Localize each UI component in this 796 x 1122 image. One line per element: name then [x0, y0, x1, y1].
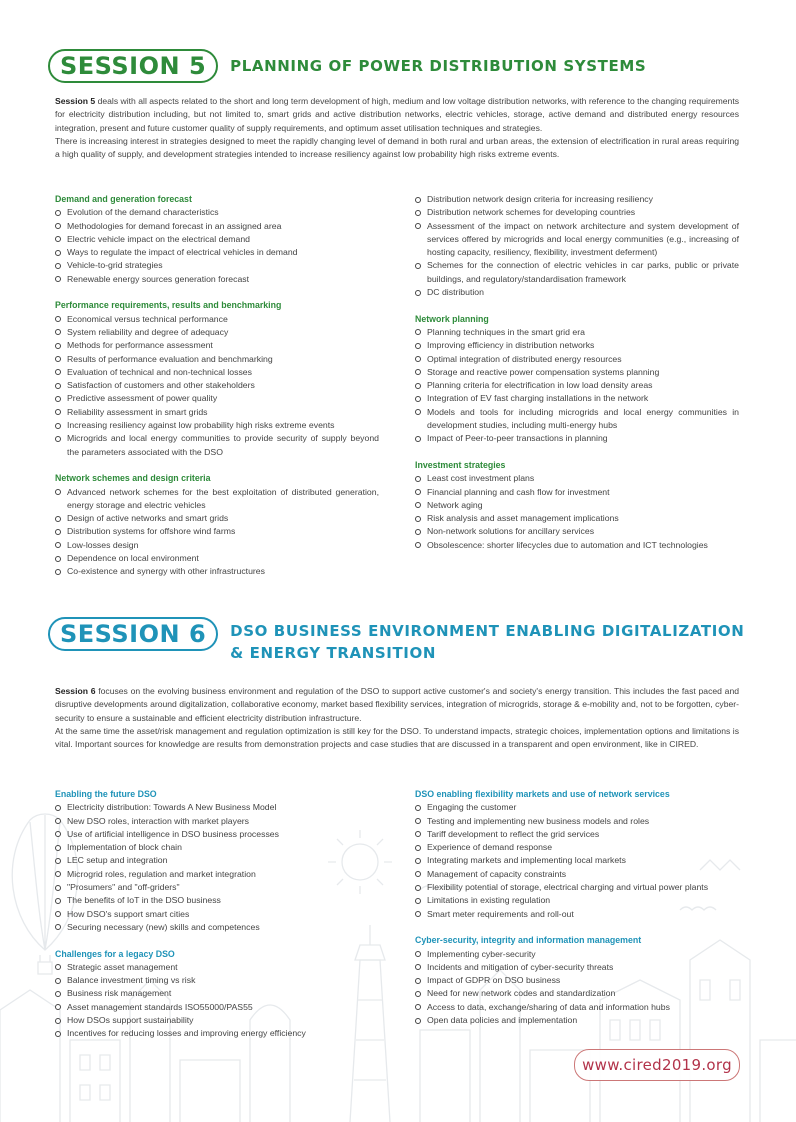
topic-item-text: Assessment of the impact on network architecture and system development of services offered by microgrids and local energy communities (e.g., increasing of hosting capacity, resiliency, flexibility, investment deferment) [427, 220, 739, 258]
topic-item-text: Ways to regulate the impact of electrical vehicles in demand [67, 247, 298, 258]
topic-item-text: Use of artificial intelligence in DSO business processes [67, 828, 279, 839]
topic-item [415, 908, 739, 921]
topic-group [415, 934, 739, 1027]
topic-item-text: Co-existence and synergy with other infrastructures [67, 566, 265, 577]
bullet-circle-icon [415, 369, 421, 375]
topic-item [415, 472, 739, 485]
topic-item [55, 206, 379, 219]
topic-item-text: Distribution network design criteria for increasing resiliency [427, 194, 653, 204]
topic-item [415, 432, 739, 445]
topic-item [55, 987, 379, 1000]
topic-item-text: Need for new network codes and standardization [427, 988, 616, 999]
topic-item [415, 854, 739, 867]
topic-item [55, 815, 379, 828]
topic-item-text: Non-network solutions for ancillary services [427, 526, 595, 537]
session6-right-column [415, 788, 739, 1041]
bullet-circle-icon [415, 502, 421, 508]
bullet-circle-icon [55, 805, 61, 811]
topic-item-text: System reliability and degree of adequacy [67, 326, 229, 337]
topic-group [415, 313, 739, 446]
bullet-circle-icon [55, 845, 61, 851]
topic-item [415, 1014, 739, 1027]
session5-right-column [415, 193, 739, 565]
topic-item [55, 419, 379, 432]
session5-header [48, 49, 646, 83]
session6-badge: SESSION 6 [48, 617, 218, 651]
topic-item-text: Reliability assessment in smart grids [67, 406, 208, 417]
session5-intro-lead: Session 5 [55, 96, 96, 106]
topic-item [55, 525, 379, 538]
bullet-circle-icon [55, 423, 61, 429]
topic-group [55, 788, 379, 934]
bullet-circle-icon [415, 818, 421, 824]
topic-item [55, 233, 379, 246]
bullet-circle-icon [55, 569, 61, 575]
session6-intro-p2: At the same time the asset/risk management and regulation optimization is still key for the DSO. To understand impacts, strategic choices, implementation options and limitations is vital. Important sources for knowledge are results from demonstration projects and case studies that are discussed in a transparent and open environment, like in CIRED. [55, 725, 739, 750]
bullet-circle-icon [415, 343, 421, 349]
topic-list [55, 961, 379, 1041]
bullet-circle-icon [55, 369, 61, 375]
topic-item-text: Optimal integration of distributed energy resources [427, 353, 622, 364]
topic-group [55, 193, 379, 286]
bullet-circle-icon [55, 250, 61, 256]
topic-item-text: Renewable energy sources generation forecast [67, 273, 250, 284]
topic-item [415, 881, 739, 894]
topic-item [55, 801, 379, 814]
topic-item [415, 193, 739, 206]
bullet-circle-icon [415, 898, 421, 904]
topic-item-text: Distribution systems for offshore wind farms [67, 526, 236, 537]
topic-item [55, 486, 379, 513]
topic-item [55, 366, 379, 379]
topic-item [55, 552, 379, 565]
topic-item-text: Securing necessary (new) skills and competences [67, 921, 260, 932]
topic-item-text: Predictive assessment of power quality [67, 393, 218, 404]
topic-item [415, 801, 739, 814]
topic-item [55, 379, 379, 392]
topic-item-text: Incidents and mitigation of cyber-security threats [427, 961, 614, 972]
topic-item-text: DC distribution [427, 287, 484, 298]
topic-item [415, 392, 739, 405]
topic-item [55, 326, 379, 339]
bullet-circle-icon [415, 290, 421, 296]
bullet-circle-icon [415, 329, 421, 335]
bullet-circle-icon [55, 516, 61, 522]
topic-item [55, 1001, 379, 1014]
session5-intro-p1 [55, 95, 739, 135]
topic-item-text: Dependence on local environment [67, 553, 199, 564]
topic-group-title: Cyber-security, integrity and information management [415, 935, 642, 946]
topic-item [415, 339, 739, 352]
topic-item-text: Increasing resiliency against low probability high risks extreme events [67, 420, 335, 431]
topic-item-text: Business risk management [67, 988, 172, 999]
topic-item [55, 961, 379, 974]
topic-item-text: Results of performance evaluation and benchmarking [67, 353, 273, 364]
topic-item [55, 273, 379, 286]
topic-item-text: Evaluation of technical and non-technical losses [67, 366, 252, 377]
bullet-circle-icon [55, 263, 61, 269]
topic-item [415, 868, 739, 881]
bullet-circle-icon [55, 236, 61, 242]
topic-item [55, 406, 379, 419]
topic-item [55, 353, 379, 366]
bullet-circle-icon [415, 871, 421, 877]
bullet-circle-icon [55, 991, 61, 997]
topic-item [55, 841, 379, 854]
bullet-circle-icon [415, 197, 421, 203]
topic-item [55, 828, 379, 841]
bullet-circle-icon [55, 898, 61, 904]
topic-list [55, 206, 379, 286]
topic-group-title: Network planning [415, 313, 489, 324]
topic-item [55, 313, 379, 326]
website-link[interactable]: www.cired2019.org [574, 1049, 740, 1081]
bullet-circle-icon [55, 436, 61, 442]
bullet-circle-icon [55, 818, 61, 824]
topic-item-text: Methods for performance assessment [67, 340, 213, 351]
topic-group-title: DSO enabling flexibility markets and use of network services [415, 789, 670, 799]
topic-item-text: Models and tools for including microgrids and local energy communities in development studies, including multi-energy hubs [427, 406, 739, 431]
topic-item-text: Planning techniques in the smart grid era [427, 326, 585, 337]
topic-item-text: Limitations in existing regulation [427, 895, 551, 906]
session5-intro-p2: There is increasing interest in strategies designed to meet the rapidly changing level of demand in both rural and urban areas, the extension of electrification in rural areas requiring a high quality of supply, and development strategies intended to increase resiliency against low probability high risks extreme events. [55, 135, 739, 160]
bullet-circle-icon [55, 396, 61, 402]
topic-item [415, 948, 739, 961]
topic-item-text: Incentives for reducing losses and improving energy efficiency [67, 1028, 306, 1039]
topic-item-text: Impact of Peer-to-peer transactions in planning [427, 433, 608, 444]
bullet-circle-icon [55, 409, 61, 415]
topic-item-text: Risk analysis and asset management implications [427, 513, 619, 524]
session6-intro-text1: focuses on the evolving business environment and regulation of the DSO to support active customer's and society's energy transition. This includes the fast paced and disruptive developments around digitalization, collaborative economy, market based flexibility services, integration of microgrids, storage & e-mobility and, not to be forgotten, cyber-security to ensure a sustainable and efficient electricity distribution infrastructure. [55, 686, 740, 723]
topic-group [55, 472, 379, 578]
bullet-circle-icon [55, 556, 61, 562]
bullet-circle-icon [55, 276, 61, 282]
topic-list [415, 326, 739, 446]
bullet-circle-icon [415, 885, 421, 891]
bullet-circle-icon [55, 1031, 61, 1037]
bullet-circle-icon [55, 343, 61, 349]
topic-item [415, 961, 739, 974]
topic-item-text: Low-losses design [67, 539, 139, 550]
bullet-circle-icon [415, 964, 421, 970]
topic-item-text: Engaging the customer [427, 802, 517, 813]
topic-item [55, 246, 379, 259]
topic-item [55, 512, 379, 525]
topic-item-text: New DSO roles, interaction with market players [67, 815, 250, 826]
topic-item-text: Tariff development to reflect the grid services [427, 828, 600, 839]
topic-group [415, 788, 739, 921]
topic-item-text: "Prosumers" and "off-griders" [67, 882, 180, 893]
bullet-circle-icon [415, 529, 421, 535]
topic-item-text: Methodologies for demand forecast in an assigned area [67, 220, 282, 231]
topic-item-text: Advanced network schemes for the best exploitation of distributed generation, energy storage and electric vehicles [67, 486, 379, 510]
topic-list [415, 472, 739, 552]
topic-item-text: Design of active networks and smart grids [67, 513, 229, 524]
topic-item-text: Testing and implementing new business models and roles [427, 815, 650, 826]
session5-left-column [55, 193, 379, 592]
bullet-circle-icon [55, 924, 61, 930]
topic-item [55, 854, 379, 867]
topic-item-text: How DSOs support sustainability [67, 1015, 194, 1026]
topic-item [415, 841, 739, 854]
topic-item [55, 259, 379, 272]
bullet-circle-icon [55, 964, 61, 970]
session6-intro-lead: Session 6 [55, 686, 96, 696]
bullet-circle-icon [55, 223, 61, 229]
topic-item [415, 499, 739, 512]
bullet-circle-icon [415, 1018, 421, 1024]
session6-title-line1: DSO BUSINESS ENVIRONMENT ENABLING DIGITALIZATION [230, 622, 745, 640]
bullet-circle-icon [55, 316, 61, 322]
bullet-circle-icon [55, 489, 61, 495]
bullet-circle-icon [415, 409, 421, 415]
bullet-circle-icon [55, 831, 61, 837]
bullet-circle-icon [55, 356, 61, 362]
topic-item [415, 512, 739, 525]
bullet-circle-icon [55, 383, 61, 389]
bullet-circle-icon [55, 529, 61, 535]
bullet-circle-icon [415, 210, 421, 216]
topic-item-text: Asset management standards ISO55000/PAS55 [67, 1001, 253, 1012]
topic-item-text: Implementing cyber-security [427, 948, 536, 959]
topic-item-text: Experience of demand response [427, 842, 553, 853]
topic-item [415, 286, 739, 299]
topic-item [415, 366, 739, 379]
topic-item [415, 326, 739, 339]
topic-item [55, 1014, 379, 1027]
session5-badge: SESSION 5 [48, 49, 218, 83]
topic-item [55, 868, 379, 881]
topic-item [55, 921, 379, 934]
bullet-circle-icon [415, 978, 421, 984]
bullet-circle-icon [415, 805, 421, 811]
bullet-circle-icon [415, 356, 421, 362]
topic-item-text: The benefits of IoT in the DSO business [67, 895, 221, 906]
topic-item [415, 379, 739, 392]
topic-list [55, 801, 379, 934]
topic-item [415, 974, 739, 987]
topic-item-text: Electricity distribution: Towards A New Business Model [67, 802, 277, 813]
bullet-circle-icon [55, 210, 61, 216]
bullet-circle-icon [415, 911, 421, 917]
bullet-circle-icon [415, 1004, 421, 1010]
topic-item [415, 828, 739, 841]
topic-group [55, 299, 379, 459]
session5-intro-text1: deals with all aspects related to the short and long term development of high, medium and low voltage distribution networks, with reference to the changing requirements for electricity distribution including, but not limited to, smart grids and active distribution networks, electric vehicles, storage, active demand and distributed energy resources integration, present and future customer quality of supply requirements, and optimum asset utilisation techniques and strategies. [55, 96, 740, 133]
bullet-circle-icon [415, 845, 421, 851]
topic-item-text: Least cost investment plans [427, 473, 535, 484]
bullet-circle-icon [415, 383, 421, 389]
topic-item-text: Network aging [427, 499, 483, 510]
topic-list [55, 486, 379, 579]
topic-item-text: LEC setup and integration [67, 855, 168, 866]
topic-group-title: Performance requirements, results and benchmarking [55, 300, 282, 311]
topic-item [415, 525, 739, 538]
session6-left-column [55, 788, 379, 1054]
bullet-circle-icon [415, 489, 421, 495]
session6-header [48, 617, 744, 664]
topic-group [55, 948, 379, 1041]
topic-group-title: Enabling the future DSO [55, 789, 157, 799]
topic-group-title: Investment strategies [415, 459, 506, 470]
topic-item-text: Electric vehicle impact on the electrical demand [67, 233, 251, 244]
topic-item-text: How DSO's support smart cities [67, 908, 190, 919]
topic-list [415, 948, 739, 1028]
topic-item-text: Microgrids and local energy communities to provide security of supply beyond the parameters associated with the DSO [67, 433, 379, 457]
topic-item-text: Storage and reactive power compensation systems planning [427, 366, 660, 377]
bullet-circle-icon [55, 871, 61, 877]
session5-title: PLANNING OF POWER DISTRIBUTION SYSTEMS [230, 57, 647, 75]
topic-item-text: Smart meter requirements and roll-out [427, 908, 574, 919]
session5-intro [55, 95, 739, 161]
session6-intro [55, 685, 739, 751]
bullet-circle-icon [55, 542, 61, 548]
bullet-circle-icon [415, 223, 421, 229]
topic-item [415, 406, 739, 433]
topic-item-text: Impact of GDPR on DSO business [427, 975, 561, 986]
session6-title [230, 620, 744, 664]
topic-item-text: Integration of EV fast charging installations in the network [427, 393, 649, 404]
bullet-circle-icon [55, 911, 61, 917]
topic-item-text: Microgrid roles, regulation and market integration [67, 868, 256, 879]
bullet-circle-icon [415, 436, 421, 442]
topic-item-text: Flexibility potential of storage, electrical charging and virtual power plants [427, 882, 709, 893]
topic-item [415, 539, 739, 552]
topic-list [415, 193, 739, 299]
topic-group-title: Demand and generation forecast [55, 194, 192, 204]
topic-item [415, 1001, 739, 1014]
topic-item-text: Strategic asset management [67, 961, 178, 972]
topic-item-text: Planning criteria for electrification in low load density areas [427, 380, 653, 391]
bullet-circle-icon [55, 329, 61, 335]
topic-item [55, 1027, 379, 1040]
topic-item [415, 353, 739, 366]
bullet-circle-icon [55, 1018, 61, 1024]
bullet-circle-icon [415, 516, 421, 522]
topic-item [55, 894, 379, 907]
topic-item-text: Distribution network schemes for developing countries [427, 207, 636, 218]
topic-group [415, 459, 739, 552]
bullet-circle-icon [415, 831, 421, 837]
topic-item-text: Management of capacity constraints [427, 868, 567, 879]
topic-group [415, 193, 739, 299]
topic-item-text: Vehicle-to-grid strategies [67, 260, 163, 271]
topic-item [55, 220, 379, 233]
topic-item-text: Improving efficiency in distribution networks [427, 340, 595, 351]
topic-item-text: Satisfaction of customers and other stakeholders [67, 380, 255, 391]
topic-item [415, 486, 739, 499]
topic-item [55, 392, 379, 405]
bullet-circle-icon [415, 951, 421, 957]
bullet-circle-icon [55, 885, 61, 891]
topic-item [415, 894, 739, 907]
bullet-circle-icon [55, 1004, 61, 1010]
topic-item [55, 565, 379, 578]
bullet-circle-icon [415, 991, 421, 997]
topic-item [55, 908, 379, 921]
topic-item-text: Financial planning and cash flow for investment [427, 486, 610, 497]
topic-item-text: Access to data, exchange/sharing of data and information hubs [427, 1001, 670, 1012]
topic-item [415, 815, 739, 828]
session6-intro-p1 [55, 685, 739, 725]
bullet-circle-icon [415, 476, 421, 482]
topic-item [415, 259, 739, 286]
topic-item [55, 339, 379, 352]
topic-item [415, 206, 739, 219]
topic-item [415, 987, 739, 1000]
session6-title-line2: & ENERGY TRANSITION [230, 644, 436, 662]
topic-item-text: Evolution of the demand characteristics [67, 207, 219, 218]
topic-list [415, 801, 739, 921]
topic-item-text: Economical versus technical performance [67, 313, 228, 324]
bullet-circle-icon [415, 396, 421, 402]
bullet-circle-icon [415, 858, 421, 864]
topic-item-text: Balance investment timing vs risk [67, 975, 196, 986]
topic-group-title: Network schemes and design criteria [55, 473, 211, 484]
topic-item-text: Obsolescence: shorter lifecycles due to automation and ICT technologies [427, 539, 708, 550]
topic-item [55, 432, 379, 459]
topic-item-text: Implementation of block chain [67, 842, 182, 853]
bullet-circle-icon [415, 263, 421, 269]
topic-item-text: Open data policies and implementation [427, 1015, 578, 1026]
topic-item-text: Schemes for the connection of electric vehicles in car parks, public or private buildings, and regulatory/standardisation framework [427, 260, 739, 284]
bullet-circle-icon [415, 542, 421, 548]
topic-item-text: Integrating markets and implementing local markets [427, 855, 626, 866]
topic-item [55, 539, 379, 552]
topic-group-title: Challenges for a legacy DSO [55, 948, 175, 959]
topic-list [55, 313, 379, 459]
topic-item [55, 881, 379, 894]
topic-item [55, 974, 379, 987]
topic-item [415, 220, 739, 260]
bullet-circle-icon [55, 978, 61, 984]
bullet-circle-icon [55, 858, 61, 864]
